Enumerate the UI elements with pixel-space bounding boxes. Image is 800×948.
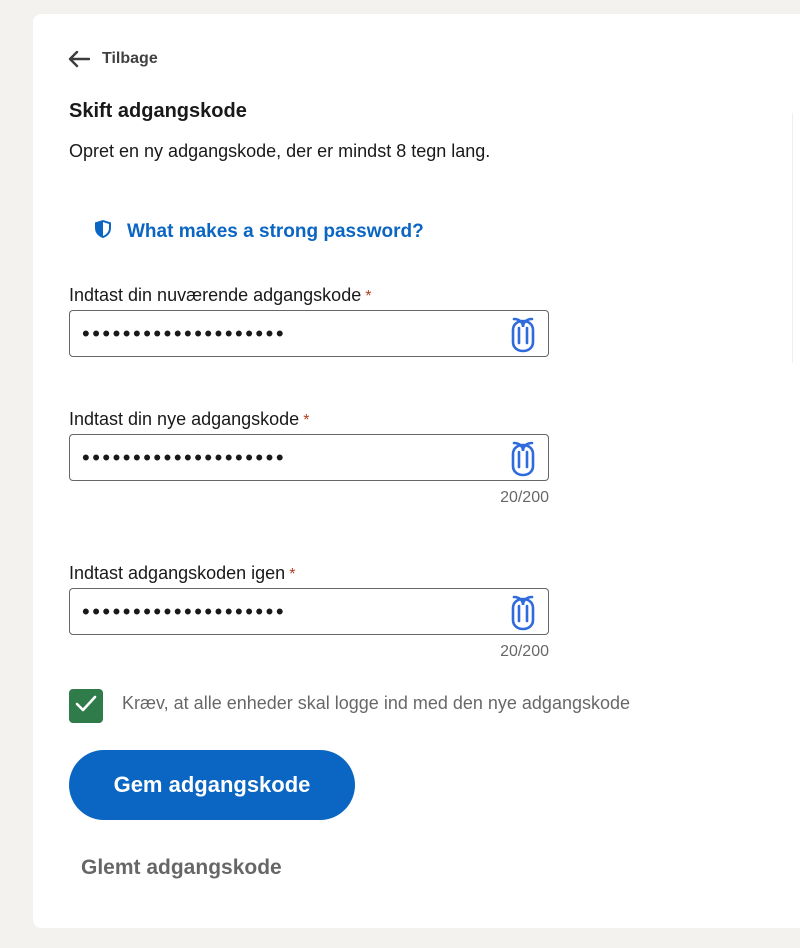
page-subtitle: Opret en ny adgangskode, der er mindst 8 tegn lang.	[69, 141, 491, 161]
help-link-label: What makes a strong password?	[127, 220, 424, 242]
page-title: Skift adgangskode	[69, 100, 247, 122]
confirm-password-value: ••••••••••••••••••••	[82, 599, 287, 624]
confirm-password-input[interactable]	[69, 588, 549, 635]
strong-password-help-link[interactable]	[94, 219, 424, 244]
show-password-icon[interactable]	[504, 440, 542, 478]
save-password-button[interactable]: Gem adgangskode	[69, 750, 355, 820]
confirm-password-label-text: Indtast adgangskoden igen	[69, 563, 286, 583]
new-password-value: ••••••••••••••••••••	[82, 445, 287, 470]
current-password-label-text: Indtast din nuværende adgangskode	[69, 285, 362, 305]
confirm-password-char-counter: 20/200	[500, 643, 549, 660]
show-password-icon[interactable]	[504, 594, 542, 632]
logout-all-devices-label[interactable]: Kræv, at alle enheder skal logge ind med den nye adgangskode	[122, 693, 631, 713]
required-marker: *	[365, 288, 372, 305]
logout-all-devices-checkbox[interactable]	[69, 689, 103, 723]
new-password-label-text: Indtast din nye adgangskode	[69, 409, 300, 429]
checkmark-icon	[75, 695, 97, 718]
new-password-input[interactable]	[69, 434, 549, 481]
shield-icon	[94, 219, 112, 244]
confirm-password-label	[69, 563, 295, 584]
arrow-left-icon	[68, 50, 90, 68]
new-password-label	[69, 409, 309, 430]
new-password-char-counter: 20/200	[500, 489, 549, 506]
current-password-input[interactable]	[69, 310, 549, 357]
show-password-icon[interactable]	[504, 316, 542, 354]
current-password-value: ••••••••••••••••••••	[82, 321, 287, 346]
required-marker: *	[303, 412, 310, 429]
required-marker: *	[289, 566, 296, 583]
back-link[interactable]	[68, 50, 158, 68]
edge-divider	[792, 113, 793, 363]
forgot-password-link[interactable]: Glemt adgangskode	[81, 856, 282, 879]
back-label: Tilbage	[102, 50, 158, 67]
current-password-label	[69, 285, 371, 306]
